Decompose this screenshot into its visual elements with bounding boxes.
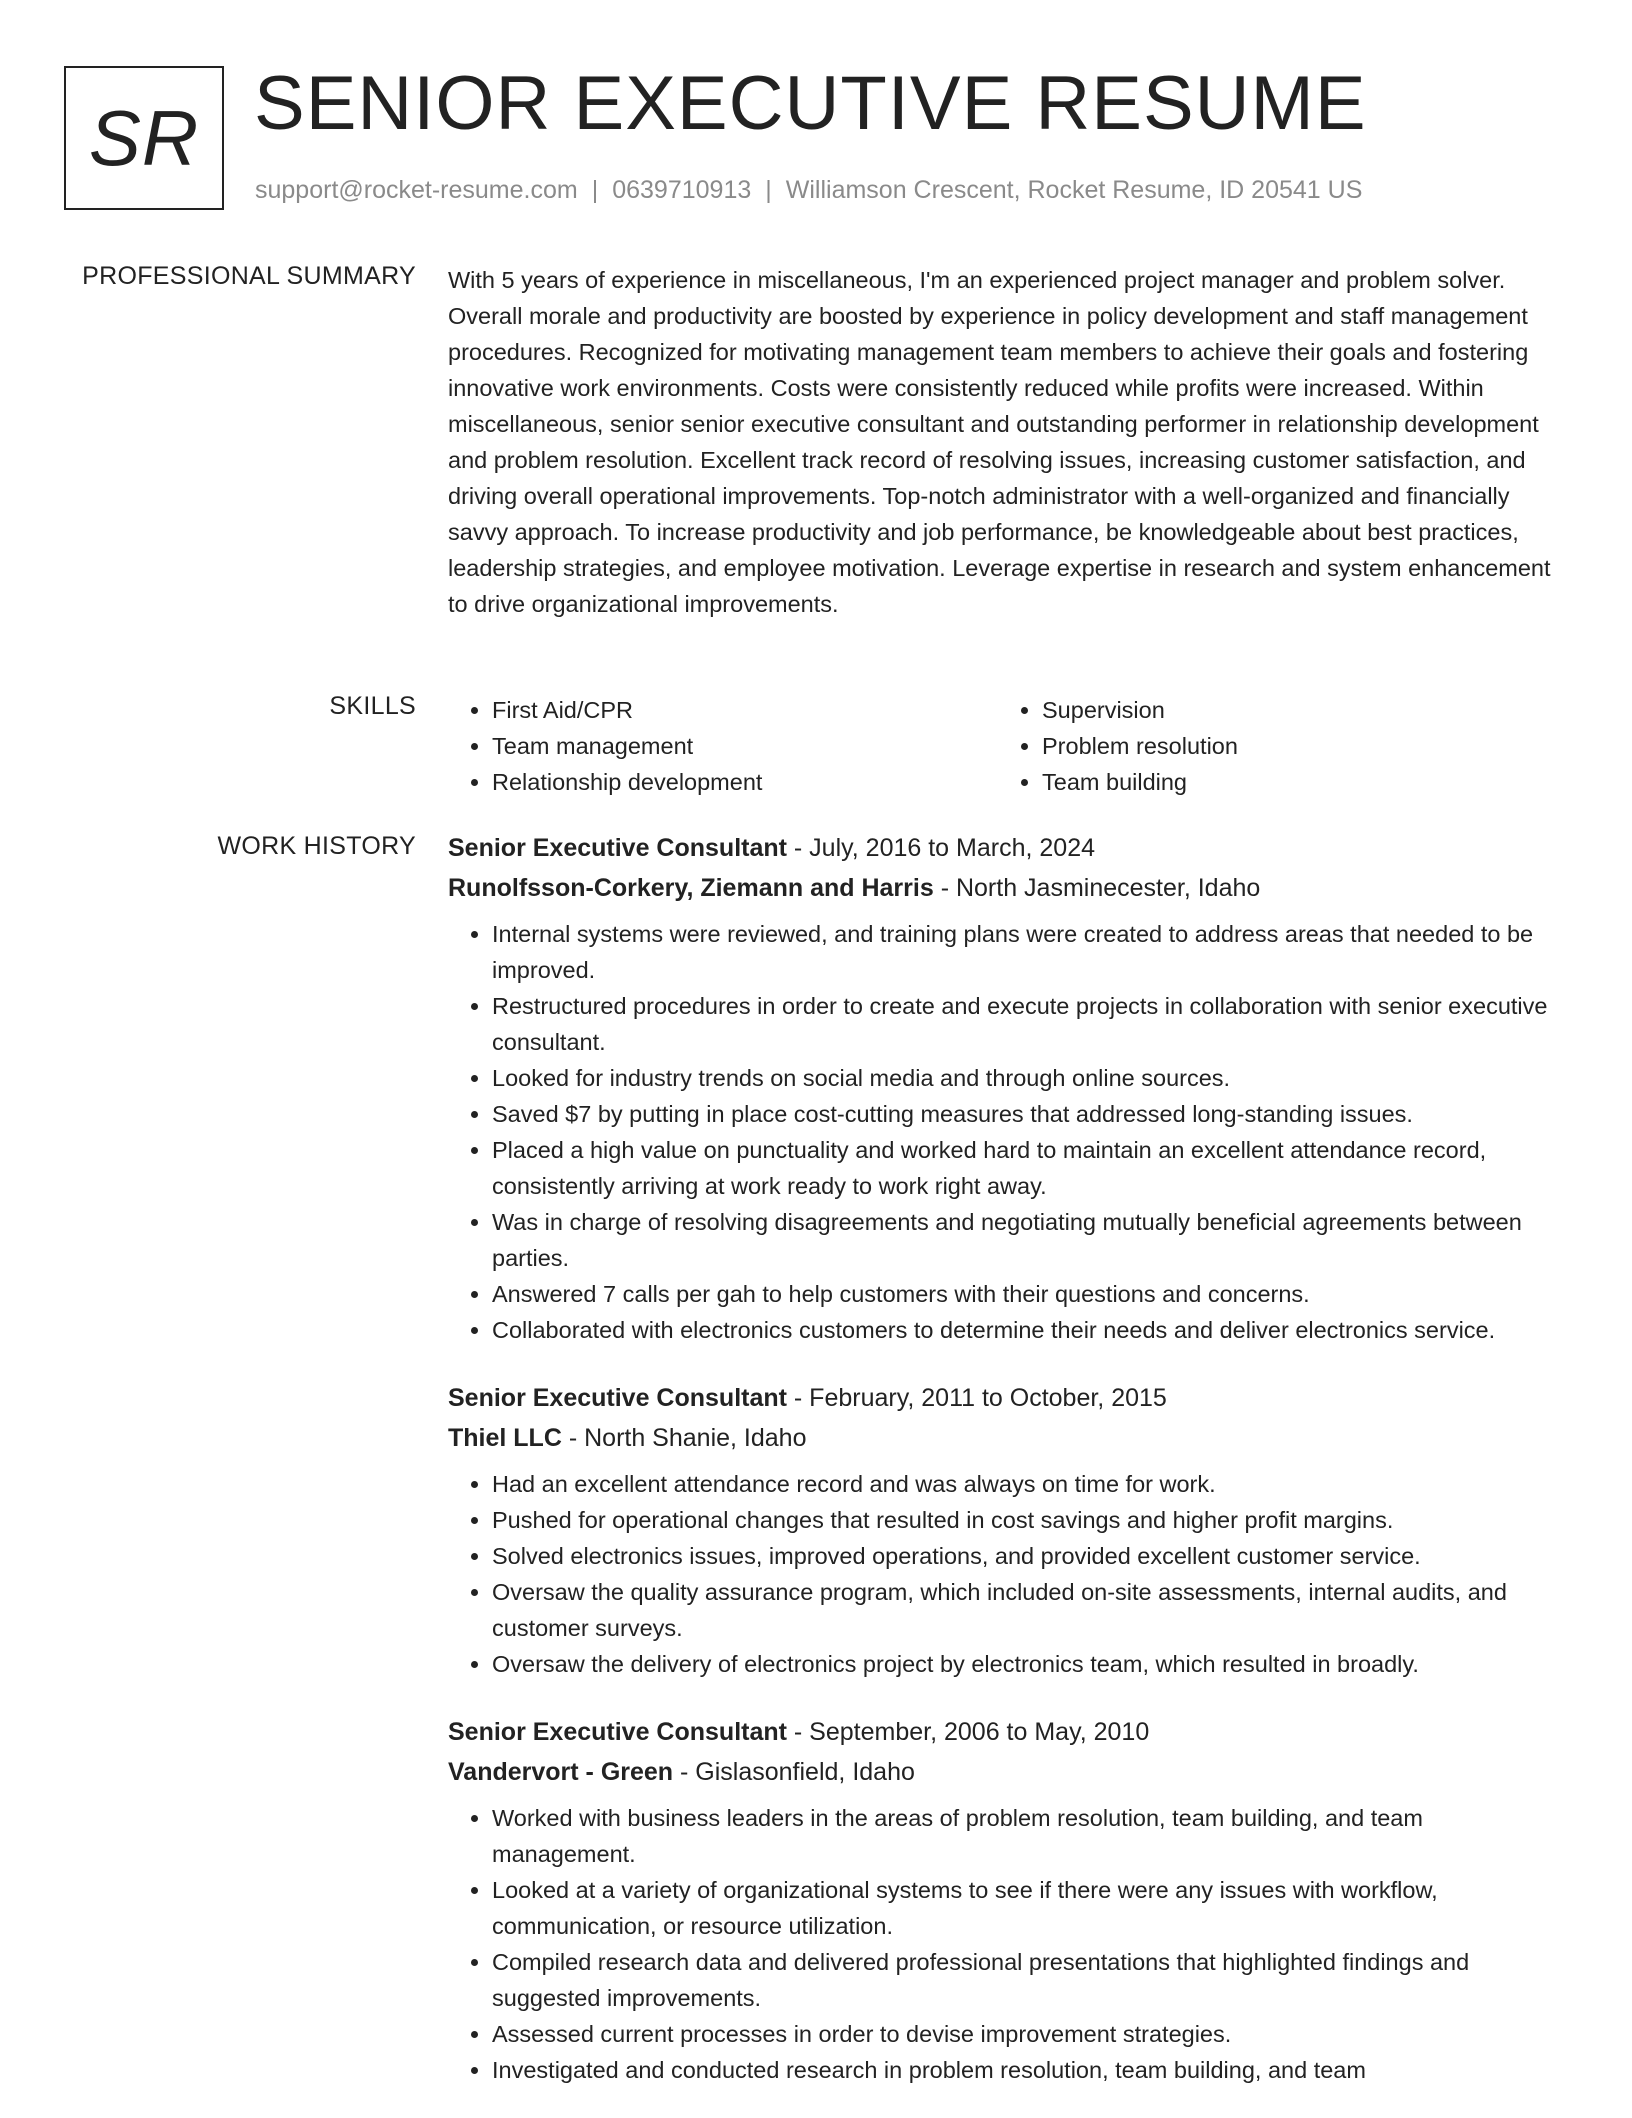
job-bullets <box>448 1800 1568 2088</box>
job-bullet: • Investigated and conducted research in problem resolution, team building, and team <box>492 2052 1568 2088</box>
contact-separator: | <box>765 176 772 204</box>
job-role: Senior Executive Consultant <box>448 1718 787 1746</box>
job-bullets <box>448 1466 1568 1682</box>
job-bullets <box>448 916 1568 1348</box>
job-location: - North Jasminecester, Idaho <box>933 874 1261 902</box>
job-bullet: • Looked for industry trends on social media and through online sources. <box>492 1060 1568 1096</box>
job-entry <box>448 1712 1568 2088</box>
skills-list-right <box>998 692 1548 800</box>
contact-separator: | <box>591 176 599 204</box>
job-dates: - July, 2016 to March, 2024 <box>786 834 1096 862</box>
work-history-body <box>448 828 1568 2118</box>
contact-phone: 0639710913 <box>612 176 752 204</box>
job-entry <box>448 828 1568 1348</box>
job-bullet: • Collaborated with electronics customers to determine their needs and deliver electronics service. <box>492 1312 1568 1348</box>
skills-body <box>448 692 1568 800</box>
skill-item: • Team management <box>492 728 998 764</box>
job-company-line <box>448 1752 1568 1792</box>
job-bullet: • Internal systems were reviewed, and training plans were created to address areas that needed to be improved. <box>492 916 1568 988</box>
job-entry <box>448 1378 1568 1682</box>
job-company: Runolfsson-Corkery, Ziemann and Harris <box>448 874 934 902</box>
skill-item: • Supervision <box>1042 692 1548 728</box>
job-location: - Gislasonfield, Idaho <box>673 1758 915 1786</box>
job-company: Thiel LLC <box>448 1424 562 1452</box>
job-bullet: • Solved electronics issues, improved operations, and provided excellent customer service. <box>492 1538 1568 1574</box>
job-bullet: • Was in charge of resolving disagreements and negotiating mutually beneficial agreements between parties. <box>492 1204 1568 1276</box>
job-bullet: • Had an excellent attendance record and was always on time for work. <box>492 1466 1568 1502</box>
section-title-work-history: WORK HISTORY <box>217 832 416 860</box>
job-company-line <box>448 868 1568 908</box>
section-title-skills: SKILLS <box>329 692 416 720</box>
job-role: Senior Executive Consultant <box>448 1384 787 1412</box>
contact-address: Williamson Crescent, Rocket Resume, ID 20541 US <box>785 176 1363 204</box>
job-dates: - February, 2011 to October, 2015 <box>786 1384 1167 1412</box>
skill-item: • Problem resolution <box>1042 728 1548 764</box>
job-bullet: • Looked at a variety of organizational systems to see if there were any issues with workflow, communication, or resource utilization. <box>492 1872 1568 1944</box>
monogram-logo: SR <box>64 66 224 210</box>
job-bullet: • Assessed current processes in order to devise improvement strategies. <box>492 2016 1568 2052</box>
job-bullet: • Answered 7 calls per gah to help customers with their questions and concerns. <box>492 1276 1568 1312</box>
job-bullet: • Compiled research data and delivered professional presentations that highlighted findings and suggested improvements. <box>492 1944 1568 2016</box>
job-bullet: • Restructured procedures in order to create and execute projects in collaboration with senior executive consultant. <box>492 988 1568 1060</box>
job-role: Senior Executive Consultant <box>448 834 787 862</box>
job-bullet: • Oversaw the quality assurance program, which included on-site assessments, internal audits, and customer surveys. <box>492 1574 1568 1646</box>
job-company: Vandervort - Green <box>448 1758 674 1786</box>
job-company-line <box>448 1418 1568 1458</box>
section-title-summary: PROFESSIONAL SUMMARY <box>82 262 416 290</box>
job-bullet: • Placed a high value on punctuality and worked hard to maintain an excellent attendance record, consistently arriving at work ready to work right away. <box>492 1132 1568 1204</box>
job-role-line <box>448 1378 1568 1418</box>
summary-text: With 5 years of experience in miscellaneous, I'm an experienced project manager and problem solver. Overall morale and productivity are boosted by experience in policy development and staff management procedures. Recognized for motivating management team members to achieve their goals and fostering innovative work environments. Costs were consistently reduced while profits were increased. Within miscellaneous, senior senior executive consultant and outstanding performer in relationship development and problem resolution. Excellent track record of resolving issues, increasing customer satisfaction, and driving overall operational improvements. Top-notch administrator with a well-organized and financially savvy approach. To increase productivity and job performance, be knowledgeable about best practices, leadership strategies, and employee motivation. Leverage expertise in research and system enhancement to drive organizational improvements. <box>448 267 1551 617</box>
resume-title: SENIOR EXECUTIVE RESUME <box>254 61 1367 146</box>
skill-item: • Team building <box>1042 764 1548 800</box>
contact-email: support@rocket-resume.com <box>255 176 578 204</box>
job-bullet: • Worked with business leaders in the areas of problem resolution, team building, and team management. <box>492 1800 1568 1872</box>
skill-item: • First Aid/CPR <box>492 692 998 728</box>
job-dates: - September, 2006 to May, 2010 <box>786 1718 1150 1746</box>
job-bullet: • Oversaw the delivery of electronics project by electronics team, which resulted in broadly. <box>492 1646 1568 1682</box>
job-bullet: • Saved $7 by putting in place cost-cutting measures that addressed long-standing issues. <box>492 1096 1568 1132</box>
job-location: - North Shanie, Idaho <box>561 1424 807 1452</box>
job-role-line <box>448 1712 1568 1752</box>
summary-body <box>448 262 1568 622</box>
job-bullet: • Pushed for operational changes that resulted in cost savings and higher profit margins. <box>492 1502 1568 1538</box>
skills-list-left <box>448 692 998 800</box>
skill-item: • Relationship development <box>492 764 998 800</box>
job-role-line <box>448 828 1568 868</box>
contact-line <box>255 176 1362 205</box>
